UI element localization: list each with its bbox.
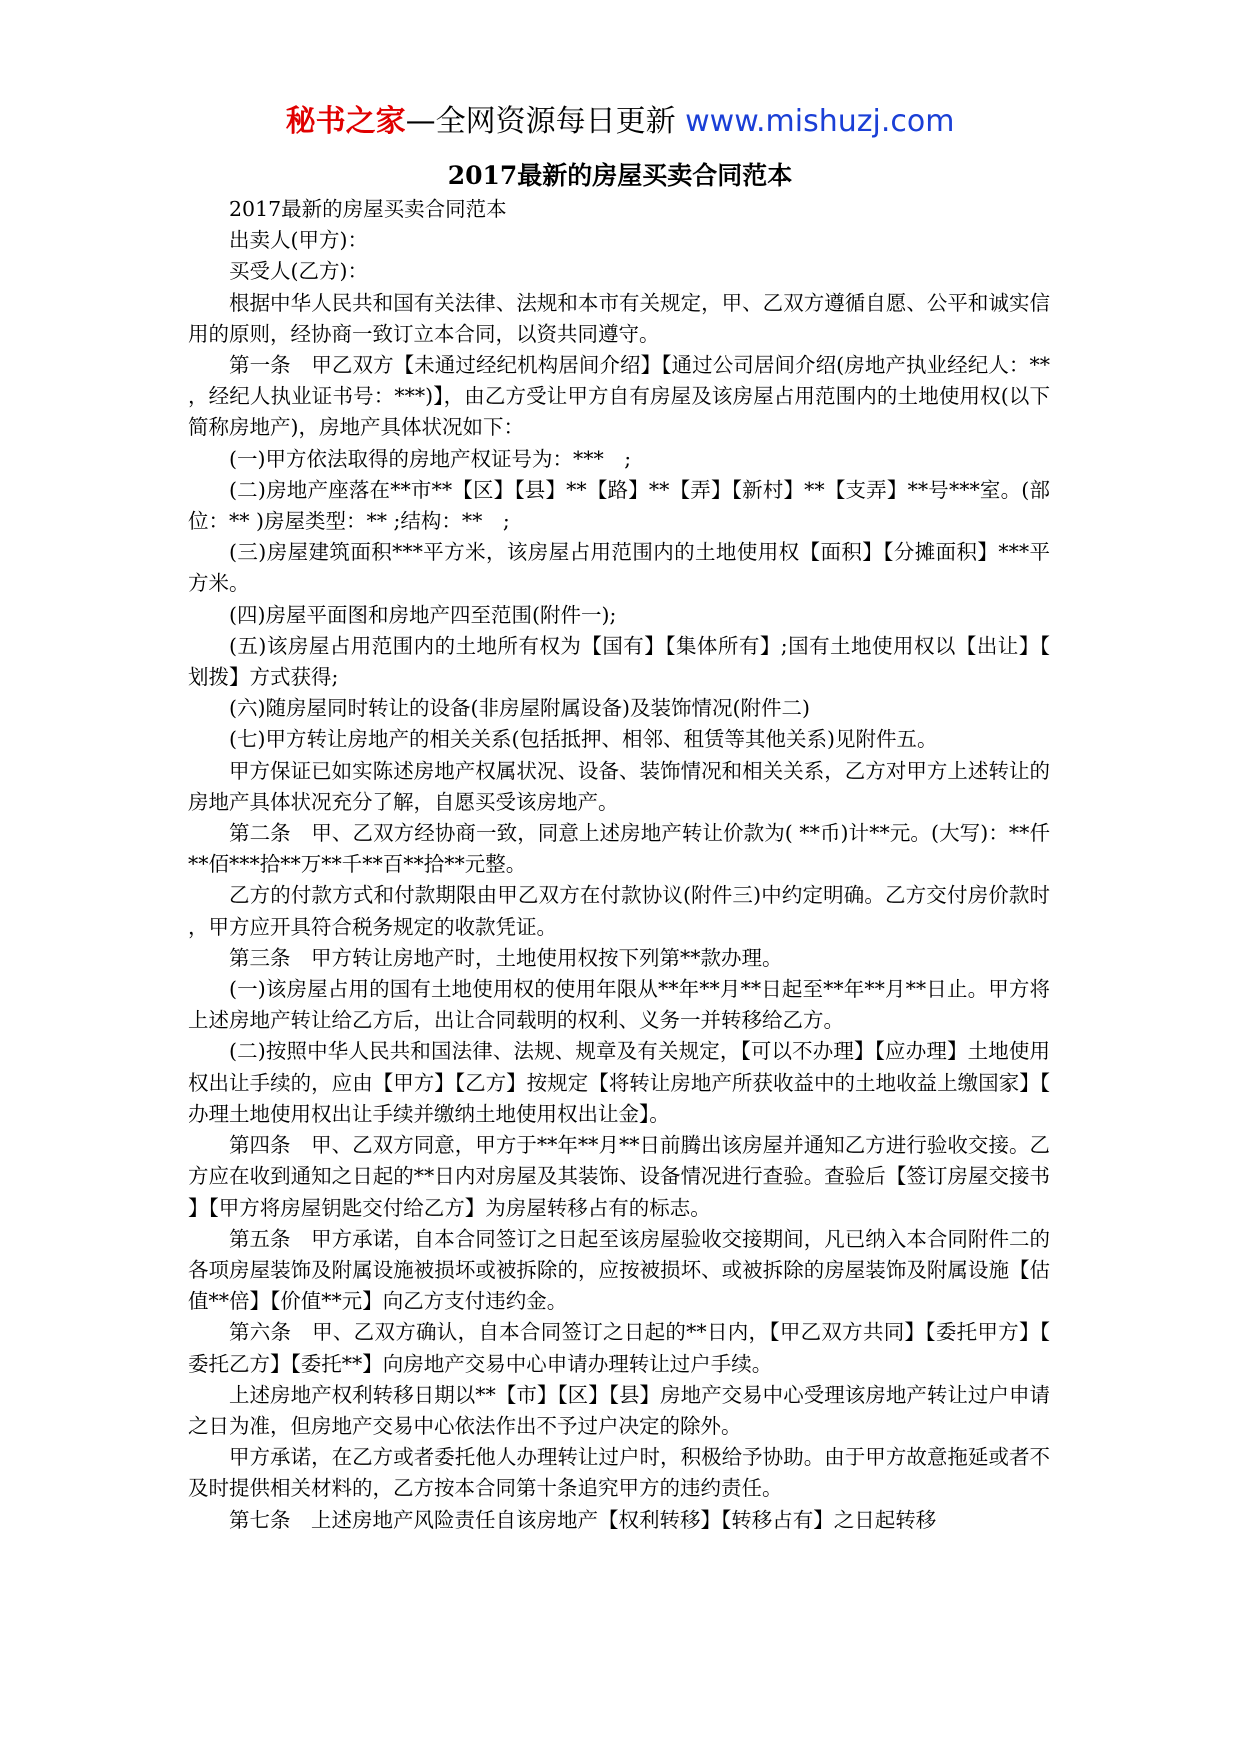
paragraph: 第二条 甲、乙双方经协商一致，同意上述房地产转让价款为( **币)计**元。(大写)：**仟**佰***拾**万**千**百**拾**元整。 xyxy=(188,821,1050,877)
paragraph: (一)甲方依法取得的房地产权证号为：*** ; xyxy=(229,446,632,471)
paragraph: (一)该房屋占用的国有土地使用权的使用年限从**年**月**日起至**年**月**日止。甲方将上述房地产转让给乙方后，出让合同载明的权利、义务一并转移给乙方。 xyxy=(188,977,1050,1033)
paragraph: (二)房地产座落在**市**【区】【县】**【路】**【弄】【新村】**【支弄】**号***室。(部位：** )房屋类型：** ;结构：** ; xyxy=(188,477,1050,534)
paragraph: (五)该房屋占用范围内的土地所有权为【国有】【集体所有】;国有土地使用权以【出让】【划拨】方式获得; xyxy=(188,633,1050,690)
paragraph: (二)按照中华人民共和国法律、法规、规章及有关规定，【可以不办理】【应办理】土地使用权出让手续的，应由【甲方】【乙方】按规定【将转让房地产所获收益中的土地收益上缴国家】【办理土地使用权出让手续并缴纳土地使用权出让金】。 xyxy=(188,1039,1050,1126)
paragraph: (七)甲方转让房地产的相关关系(包括抵押、相邻、租赁等其他关系)见附件五。 xyxy=(229,727,938,752)
paragraph: (六)随房屋同时转让的设备(非房屋附属设备)及装饰情况(附件二) xyxy=(229,696,810,721)
paragraph: 出卖人(甲方)： xyxy=(229,228,368,253)
paragraph: 根据中华人民共和国有关法律、法规和本市有关规定，甲、乙双方遵循自愿、公平和诚实信用的原则，经协商一致订立本合同，以资共同遵守。 xyxy=(188,290,1050,346)
paragraph: 上述房地产权利转移日期以**【市】【区】【县】房地产交易中心受理该房地产转让过户申请之日为准，但房地产交易中心依法作出不予过户决定的除外。 xyxy=(188,1382,1050,1438)
paragraph: 2017最新的房屋买卖合同范本 xyxy=(229,197,507,221)
paragraph: 甲方承诺，在乙方或者委托他人办理转让过户时，积极给予协助。由于甲方故意拖延或者不及时提供相关材料的，乙方按本合同第十条追究甲方的违约责任。 xyxy=(188,1445,1050,1501)
paragraph: (四)房屋平面图和房地产四至范围(附件一); xyxy=(229,602,617,627)
site-banner xyxy=(0,100,1240,144)
paragraph: 甲方保证已如实陈述房地产权属状况、设备、装饰情况和相关关系，乙方对甲方上述转让的房地产具体状况充分了解，自愿买受该房地产。 xyxy=(188,758,1050,814)
paragraph: 乙方的付款方式和付款期限由甲乙双方在付款协议(附件三)中约定明确。乙方交付房价款时，甲方应开具符合税务规定的收款凭证。 xyxy=(188,883,1050,939)
paragraph: 第三条 甲方转让房地产时，土地使用权按下列第**款办理。 xyxy=(229,945,783,970)
paragraph: 第一条 甲乙双方【未通过经纪机构居间介绍】【通过公司居间介绍(房地产执业经纪人：**，经纪人执业证书号：***)】，由乙方受让甲方自有房屋及该房屋占用范围内的土地使用权(以下简称房地产)，房地产具体状况如下： xyxy=(188,353,1050,440)
paragraph: 买受人(乙方)： xyxy=(229,259,368,284)
banner-url-link[interactable]: www.mishuzj.com xyxy=(685,104,955,139)
paragraph: 第五条 甲方承诺，自本合同签订之日起至该房屋验收交接期间，凡已纳入本合同附件二的各项房屋装饰及附属设施被损坏或被拆除的，应按被损坏、或被拆除的房屋装饰及附属设施【估值**倍】【价值**元】向乙方支付违约金。 xyxy=(188,1226,1050,1314)
brand-name: 秘书之家 xyxy=(285,104,406,139)
paragraph: (三)房屋建筑面积***平方米，该房屋占用范围内的土地使用权【面积】【分摊面积】***平方米。 xyxy=(188,540,1050,596)
paragraph: 第四条 甲、乙双方同意，甲方于**年**月**日前腾出该房屋并通知乙方进行验收交接。乙方应在收到通知之日起的**日内对房屋及其装饰、设备情况进行查验。查验后【签订房屋交接书】【甲方将房屋钥匙交付给乙方】为房屋转移占有的标志。 xyxy=(188,1133,1050,1220)
document-body xyxy=(188,194,1050,1536)
document-title: 2017最新的房屋买卖合同范本 xyxy=(447,161,793,190)
banner-tagline: —全网资源每日更新 xyxy=(405,104,686,139)
paragraph: 第六条 甲、乙双方确认，自本合同签订之日起的**日内，【甲乙双方共同】【委托甲方】【委托乙方】【委托**】向房地产交易中心申请办理转让过户手续。 xyxy=(188,1320,1050,1376)
paragraph: 第七条 上述房地产风险责任自该房地产【权利转移】【转移占有】之日起转移 xyxy=(229,1507,937,1532)
